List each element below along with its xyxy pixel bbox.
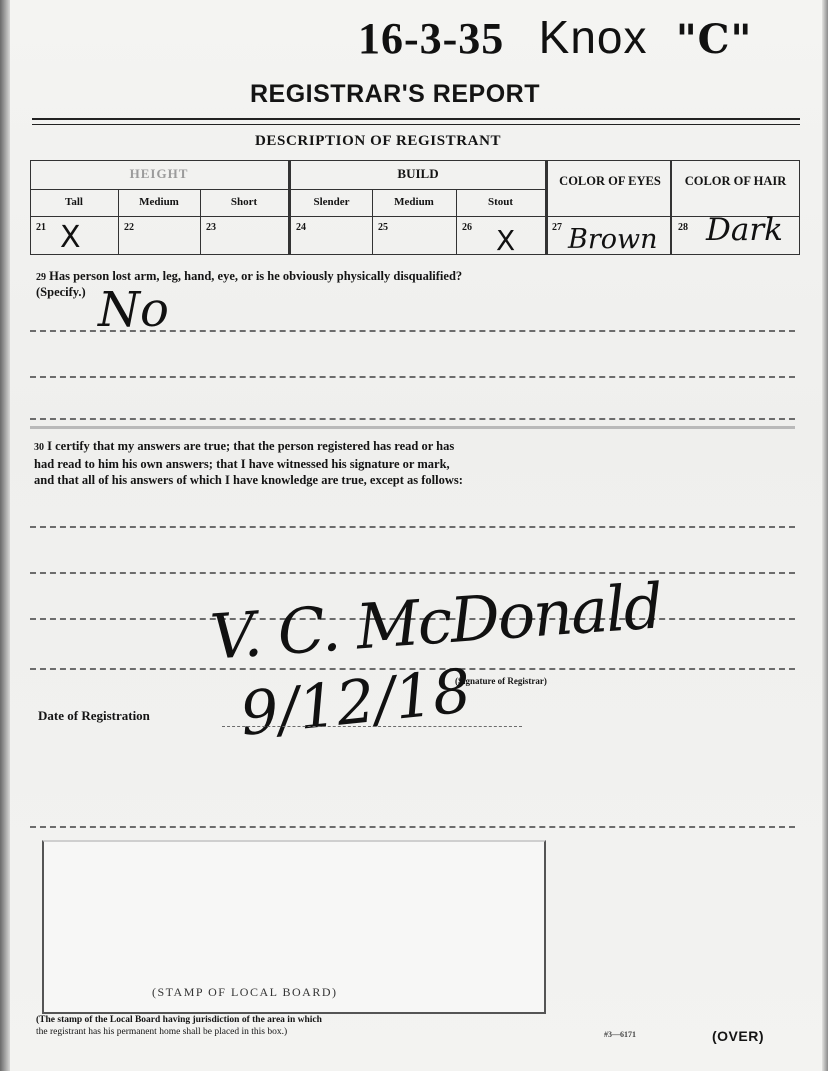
short-column: Short [230, 196, 258, 208]
date-of-registration-label: Date of Registration [38, 708, 150, 723]
field-number-28: 28 [678, 222, 688, 233]
title-rule-thin [32, 124, 800, 125]
stamp-instructions-line2: the registrant has his permanent home shall be placed in this box.) [36, 1027, 288, 1037]
eyes-heading: COLOR OF EYES [559, 174, 661, 188]
stamp-box-label: (STAMP OF LOCAL BOARD) [152, 985, 338, 999]
stout-column: Stout [487, 196, 514, 208]
eye-color-answer: Brown [568, 224, 658, 255]
field-number-24: 24 [296, 222, 306, 233]
header-code-line [358, 10, 752, 64]
answer-line-2 [30, 376, 795, 378]
stamp-instructions-line1: (The stamp of the Local Board having jurisdiction of the area in which [36, 1015, 322, 1025]
field-number-26: 26 [462, 222, 472, 233]
card-left-edge [0, 0, 10, 1071]
exception-line-1 [30, 526, 795, 528]
description-table [30, 160, 800, 255]
medium-height-column: Medium [139, 196, 179, 208]
stamp-instructions [36, 1014, 322, 1038]
section-subtitle: DESCRIPTION OF REGISTRANT [255, 133, 502, 149]
question-29-number: 29 [36, 272, 46, 283]
field-number-25: 25 [378, 222, 388, 233]
header-code: 16-3-35 [358, 14, 505, 63]
tall-mark: X [60, 220, 81, 255]
field-number-23: 23 [206, 222, 216, 233]
form-number: #3—6171 [604, 1030, 636, 1039]
slender-column: Slender [313, 196, 350, 208]
specify-label: (Specify.) [36, 285, 86, 299]
registrar-signature: V. C. McDonald [208, 569, 664, 674]
over-marker: (OVER) [712, 1028, 764, 1044]
exception-line-2 [30, 572, 795, 574]
question-30-line3: and that all of his answers of which I have knowledge are true, except as follows: [34, 473, 463, 487]
lower-rule [30, 826, 795, 828]
field-number-27: 27 [552, 222, 562, 233]
question-29-text: Has person lost arm, leg, hand, eye, or is he obviously physically disqualified? [49, 269, 463, 283]
date-line [222, 726, 522, 727]
section-rule [30, 426, 795, 429]
hair-heading: COLOR OF HAIR [684, 174, 787, 188]
question-30-line2: had read to him his own answers; that I have witnessed his signature or mark, [34, 457, 450, 471]
date-of-registration-value: 9/12/18 [236, 656, 475, 750]
answer-line-3 [30, 418, 795, 420]
header-county: Knox [538, 11, 648, 63]
height-heading: HEIGHT [129, 166, 189, 181]
header-board: "C" [675, 16, 753, 63]
card-right-edge [822, 0, 828, 1071]
question-30 [34, 438, 463, 488]
answer-line-1 [30, 330, 795, 332]
field-number-21: 21 [36, 222, 46, 233]
hair-color-answer: Dark [706, 212, 783, 248]
tall-column: Tall [65, 196, 83, 208]
medium-build-column: Medium [394, 196, 434, 208]
stout-mark: X [496, 224, 516, 257]
signature-caption: (Signature of Registrar) [455, 676, 547, 686]
question-29-answer: No [98, 282, 169, 338]
build-heading: BUILD [397, 166, 439, 181]
question-30-line1: I certify that my answers are true; that the person registered has read or has [47, 439, 455, 453]
page-title: REGISTRAR'S REPORT [250, 80, 540, 108]
title-rule [32, 118, 800, 120]
question-30-number: 30 [34, 442, 44, 453]
field-number-22: 22 [124, 222, 134, 233]
